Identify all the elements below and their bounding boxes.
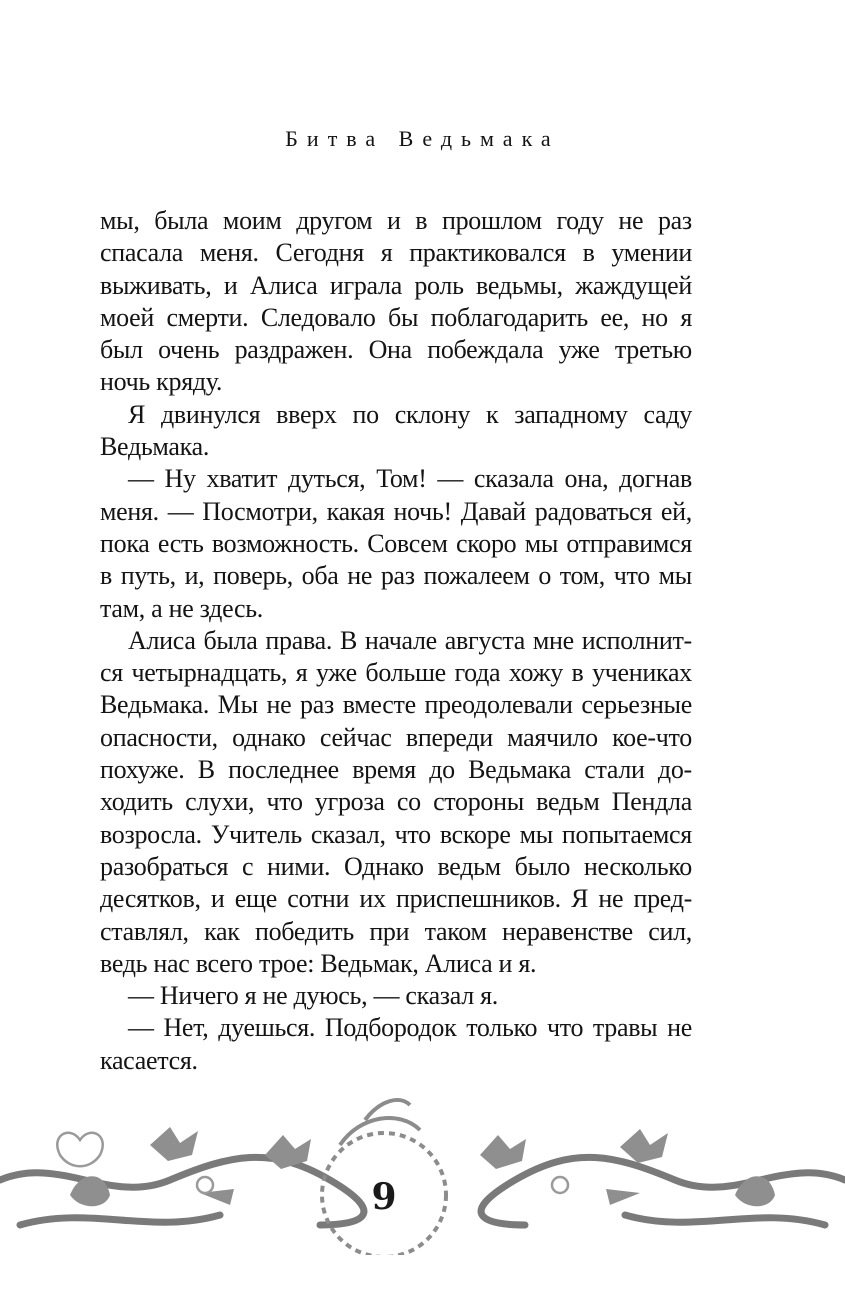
text-line: опасности, однако сейчас впереди маячило кое-что	[100, 722, 692, 752]
text-line: Алиса была права. В начале августа мне исполнит-	[128, 625, 692, 655]
text-line: был очень раздражен. Она побеждала уже третью	[100, 335, 692, 365]
text-line: Я двинулся вверх по склону к западному саду	[128, 399, 692, 429]
text-line: — Нет, дуешься. Подбородок только что травы не	[128, 1013, 692, 1043]
text-line: пока есть возможность. Совсем скоро мы отправимся	[100, 528, 692, 558]
text-line: ночь кряду.	[100, 367, 223, 397]
text-line: ходить слухи, что угроза со стороны ведьм Пендла	[100, 787, 692, 817]
text-line: ведь нас всего трое: Ведьмак, Алиса и я.	[100, 948, 537, 978]
text-line: Ведьмака.	[100, 432, 210, 462]
text-line: в путь, и, поверь, оба не раз пожалеем о том, что мы	[100, 561, 692, 591]
text-line: моей смерти. Следовало бы поблагодарить ее, но я	[100, 302, 692, 332]
text-line: ся четырнадцать, я уже больше года хожу в учениках	[100, 658, 692, 688]
floral-ornament	[0, 1085, 845, 1255]
text-line: касается.	[100, 1045, 198, 1075]
text-line: меня. — Посмотри, какая ночь! Давай радоваться ей,	[100, 496, 692, 526]
text-line: возросла. Учитель сказал, что вскоре мы попытаемся	[100, 819, 692, 849]
text-line: Ведьмака. Мы не раз вместе преодолевали серьезные	[100, 690, 692, 720]
running-header: Битва Ведьмака	[285, 126, 560, 151]
text-line: десятков, и еще сотни их приспешников. Я не пред-	[100, 884, 692, 914]
text-line: мы, была моим другом и в прошлом году не раз	[100, 206, 692, 235]
text-line: разобраться с ними. Однако ведьм было несколько	[100, 851, 692, 881]
text-line: — Ну хватит дуться, Том! — сказала она, догнав	[128, 464, 692, 494]
text-line: похуже. В последнее время до Ведьмака стали до-	[100, 755, 692, 785]
page-text	[100, 205, 692, 1077]
text-line: — Ничего я не дуюсь, — сказал я.	[128, 981, 498, 1011]
text-line: там, а не здесь.	[100, 593, 263, 623]
text-line: спасала меня. Сегодня я практиковался в умении	[100, 238, 692, 268]
text-line: ставлял, как победить при таком неравенстве сил,	[100, 916, 692, 946]
text-line: выживать, и Алиса играла роль ведьмы, жаждущей	[100, 270, 692, 300]
page-number: 9	[371, 1176, 397, 1218]
